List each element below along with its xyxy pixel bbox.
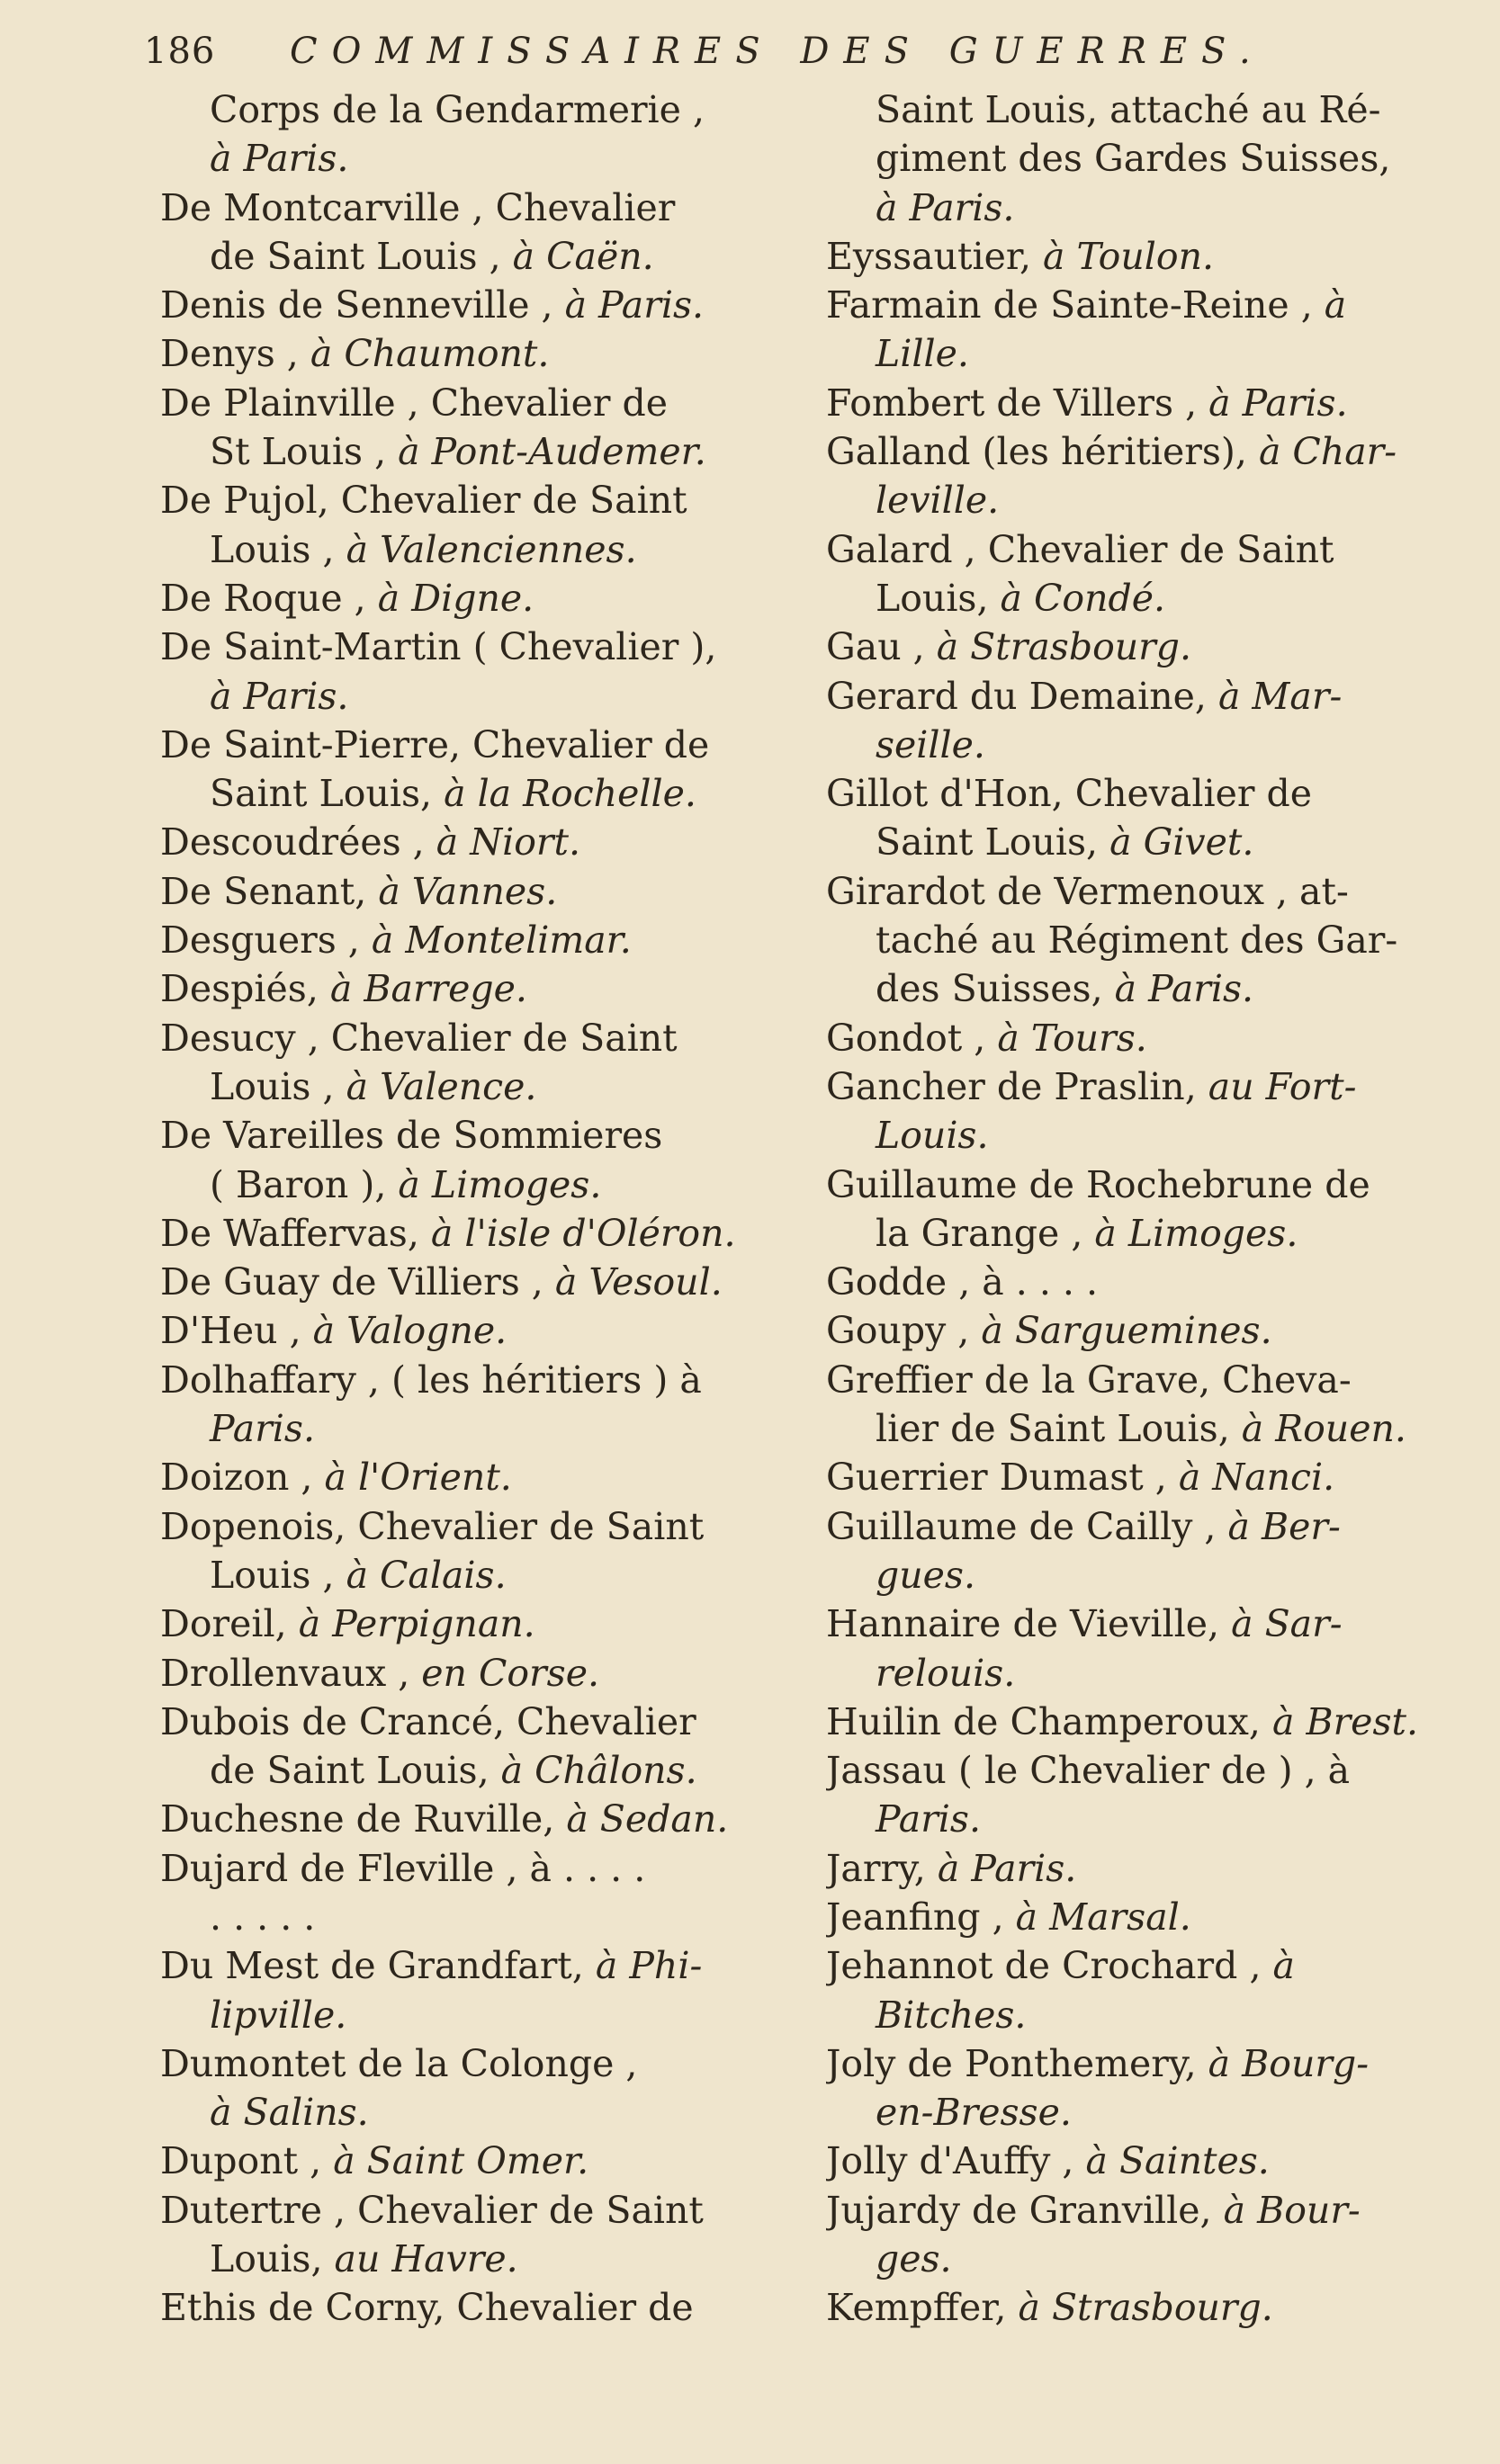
entry-place: à Paris. bbox=[564, 283, 705, 327]
entry-line bbox=[160, 1014, 808, 1062]
entry-line bbox=[160, 867, 808, 916]
entry-place: à Chaumont. bbox=[310, 332, 550, 376]
entry-place: à Bour- bbox=[1223, 2188, 1361, 2232]
entry-line bbox=[160, 2088, 808, 2137]
entry-line bbox=[160, 1160, 808, 1209]
entry-line bbox=[826, 867, 1474, 916]
entry-line bbox=[160, 525, 808, 574]
entry-line bbox=[826, 1258, 1474, 1306]
entry-text: ( Baron ), bbox=[210, 1162, 399, 1206]
entry-text: Doreil, bbox=[160, 1602, 299, 1646]
entry-line bbox=[160, 1698, 808, 1746]
entry-line bbox=[826, 1502, 1474, 1551]
entry-text: Drollenvaux , bbox=[160, 1651, 422, 1695]
running-header bbox=[144, 31, 1359, 85]
entry-line bbox=[826, 1551, 1474, 1599]
entry-line bbox=[826, 1991, 1474, 2039]
entry-place: lipville. bbox=[210, 1993, 347, 2037]
entry-place: à Nanci. bbox=[1178, 1456, 1335, 1500]
entry-line bbox=[160, 1551, 808, 1599]
entry-place: à Perpignan. bbox=[298, 1602, 535, 1646]
entry-text: Gerard du Demaine, bbox=[826, 674, 1218, 718]
entry-text: la Grange , bbox=[876, 1211, 1095, 1255]
entry-place: à Valenciennes. bbox=[346, 527, 637, 571]
entry-line bbox=[826, 623, 1474, 671]
entry-line bbox=[826, 2088, 1474, 2137]
entry-line bbox=[826, 427, 1474, 476]
entry-place: à Vesoul. bbox=[554, 1260, 723, 1304]
entry-text: Jehannot de Crochard , bbox=[826, 1944, 1273, 1988]
entry-place: Bitches. bbox=[876, 1993, 1027, 2037]
entry-place: à Sarguemines. bbox=[981, 1309, 1272, 1353]
entry-text: Guillaume de Cailly , bbox=[826, 1504, 1228, 1548]
entry-text: Saint Louis, bbox=[876, 820, 1110, 865]
entry-text: Saint Louis, bbox=[210, 772, 445, 816]
entry-text: Ethis de Corny, Chevalier de bbox=[160, 2286, 694, 2330]
entry-place: à Strasbourg. bbox=[936, 625, 1192, 669]
entry-line bbox=[160, 1599, 808, 1648]
entry-line bbox=[826, 916, 1474, 964]
entry-place: à bbox=[1324, 283, 1347, 327]
entry-line bbox=[826, 85, 1474, 134]
entry-line bbox=[826, 1209, 1474, 1258]
entry-line bbox=[160, 1453, 808, 1501]
entry-text: Eyssautier, bbox=[826, 234, 1044, 278]
entry-place: ges. bbox=[876, 2237, 952, 2281]
entry-line bbox=[826, 964, 1474, 1013]
entry-text: Greffier de la Grave, Cheva- bbox=[826, 1357, 1352, 1402]
entry-text: De Waffervas, bbox=[160, 1211, 431, 1255]
entry-text: des Suisses, bbox=[876, 967, 1115, 1011]
entry-line bbox=[826, 476, 1474, 524]
entry-text: Descoudrées , bbox=[160, 820, 436, 865]
entry-place: à l'isle d'Oléron. bbox=[430, 1211, 736, 1255]
entry-line bbox=[826, 2235, 1474, 2283]
entry-line bbox=[160, 1111, 808, 1160]
entry-line bbox=[826, 525, 1474, 574]
entry-place: leville. bbox=[876, 479, 1000, 523]
entry-place: à Saintes. bbox=[1085, 2139, 1270, 2183]
entry-text: Louis , bbox=[210, 1064, 346, 1108]
entry-place: à Brest. bbox=[1271, 1699, 1418, 1743]
entry-place: à Paris. bbox=[210, 137, 349, 181]
entry-place: à Caën. bbox=[512, 234, 654, 278]
entry-line bbox=[160, 1795, 808, 1843]
entry-text: Kempffer, bbox=[826, 2286, 1019, 2330]
entry-place: à Phi- bbox=[595, 1944, 703, 1988]
entry-line bbox=[160, 134, 808, 183]
entry-line bbox=[826, 1698, 1474, 1746]
entry-line bbox=[160, 2283, 808, 2332]
entry-line bbox=[160, 2137, 808, 2185]
entry-text: Gondot , bbox=[826, 1016, 998, 1060]
entry-line bbox=[160, 1746, 808, 1795]
entry-line bbox=[160, 232, 808, 281]
entry-line bbox=[826, 184, 1474, 232]
entry-place: Louis. bbox=[876, 1114, 989, 1158]
entry-place: à Paris. bbox=[937, 1846, 1077, 1890]
entry-text: Denys , bbox=[160, 332, 310, 376]
entry-text: De Guay de Villiers , bbox=[160, 1260, 555, 1304]
entry-line bbox=[160, 1649, 808, 1698]
entry-place: à Condé. bbox=[1000, 576, 1166, 620]
entry-place: à Valence. bbox=[346, 1064, 537, 1108]
entry-place: gues. bbox=[876, 1553, 975, 1597]
entry-text: Huilin de Champeroux, bbox=[826, 1699, 1272, 1743]
entry-text: Godde , à . . . . bbox=[826, 1260, 1098, 1304]
entry-line bbox=[160, 1502, 808, 1551]
entry-line bbox=[160, 623, 808, 671]
entry-place: relouis. bbox=[876, 1651, 1016, 1695]
entry-line bbox=[160, 281, 808, 329]
entry-text: Desguers , bbox=[160, 918, 372, 963]
entry-line bbox=[160, 2235, 808, 2283]
entry-place: à Châlons. bbox=[500, 1749, 697, 1793]
entry-place: à Valogne. bbox=[312, 1309, 507, 1353]
entry-line bbox=[826, 1160, 1474, 1209]
entry-place: à Strasbourg. bbox=[1018, 2286, 1273, 2330]
entry-line bbox=[160, 964, 808, 1013]
entry-line bbox=[826, 2137, 1474, 2185]
entry-line bbox=[826, 2283, 1474, 2332]
entry-line bbox=[160, 1404, 808, 1453]
entry-line bbox=[826, 1062, 1474, 1111]
entry-place: à Marsal. bbox=[1015, 1895, 1191, 1939]
entry-text: Fombert de Villers , bbox=[826, 381, 1209, 425]
page-number: 186 bbox=[144, 31, 216, 72]
entry-text: De Roque , bbox=[160, 576, 378, 620]
entry-line bbox=[826, 232, 1474, 281]
entry-place: à Salins. bbox=[210, 2091, 369, 2135]
entry-line bbox=[160, 574, 808, 623]
entry-text: Farmain de Sainte-Reine , bbox=[826, 283, 1325, 327]
entry-text: Dolhaffary , ( les héritiers ) à bbox=[160, 1357, 702, 1402]
entry-line bbox=[160, 721, 808, 769]
entry-text: Louis, bbox=[210, 2237, 335, 2281]
entry-place: à Limoges. bbox=[398, 1162, 602, 1206]
left-column bbox=[160, 85, 808, 2333]
entry-text: Guillaume de Rochebrune de bbox=[826, 1162, 1370, 1206]
entry-text: De Saint-Pierre, Chevalier de bbox=[160, 722, 710, 766]
entry-line bbox=[160, 769, 808, 818]
entry-text: Dupont , bbox=[160, 2139, 334, 2183]
entry-text: Gau , bbox=[826, 625, 937, 669]
entry-place: à Barrege. bbox=[329, 967, 527, 1011]
entry-text: Goupy , bbox=[826, 1309, 982, 1353]
entry-text: Louis , bbox=[210, 527, 346, 571]
entry-place: Paris. bbox=[210, 1407, 315, 1451]
entry-place: à Limoges. bbox=[1094, 1211, 1298, 1255]
entry-line bbox=[826, 672, 1474, 721]
entry-line bbox=[826, 281, 1474, 329]
entry-place: Lille. bbox=[876, 332, 969, 376]
entry-text: Jarry, bbox=[826, 1846, 938, 1890]
entry-line bbox=[826, 1453, 1474, 1501]
entry-place: à Ber- bbox=[1227, 1504, 1341, 1548]
entry-text: De Montcarville , Chevalier bbox=[160, 185, 676, 229]
entry-place: en-Bresse. bbox=[876, 2091, 1072, 2135]
entry-text: Louis , bbox=[210, 1553, 346, 1597]
entry-place: à Toulon. bbox=[1043, 234, 1215, 278]
entry-text: Louis, bbox=[876, 576, 1001, 620]
entry-text: Denis de Senneville , bbox=[160, 283, 565, 327]
entry-place: à Rouen. bbox=[1241, 1407, 1406, 1451]
entry-line bbox=[826, 1893, 1474, 1941]
entry-place: en Corse. bbox=[421, 1651, 599, 1695]
entry-line bbox=[160, 85, 808, 134]
entry-text: Joly de Ponthemery, bbox=[826, 2041, 1208, 2085]
entry-place: à Bourg- bbox=[1208, 2041, 1370, 2085]
entry-text: Dujard de Fleville , à . . . . bbox=[160, 1846, 646, 1890]
entry-text: lier de Saint Louis, bbox=[876, 1407, 1242, 1451]
entry-place: à Givet. bbox=[1109, 820, 1254, 865]
entry-place: à Sar- bbox=[1231, 1602, 1343, 1646]
entry-text: Du Mest de Grandfart, bbox=[160, 1944, 596, 1988]
entry-place: à Montelimar. bbox=[371, 918, 632, 963]
entry-place: à bbox=[1272, 1944, 1295, 1988]
entry-line bbox=[160, 2039, 808, 2088]
entry-place: à Paris. bbox=[210, 674, 349, 718]
entry-text: De Vareilles de Sommieres bbox=[160, 1114, 663, 1158]
entry-text: Jujardy de Granville, bbox=[826, 2188, 1224, 2232]
entry-text: Galard , Chevalier de Saint bbox=[826, 527, 1334, 571]
entry-text: D'Heu , bbox=[160, 1309, 313, 1353]
entry-line bbox=[160, 1941, 808, 1990]
entry-text: Galland (les héritiers), bbox=[826, 430, 1259, 474]
entry-text: De Plainville , Chevalier de bbox=[160, 381, 668, 425]
entry-place: au Havre. bbox=[334, 2237, 518, 2281]
entry-place: seille. bbox=[876, 722, 985, 766]
entry-line bbox=[826, 1111, 1474, 1160]
entry-text: Dumontet de la Colonge , bbox=[160, 2041, 638, 2085]
entry-text: Duchesne de Ruville, bbox=[160, 1797, 567, 1841]
entry-line bbox=[160, 1209, 808, 1258]
entry-text: De Saint-Martin ( Chevalier ), bbox=[160, 625, 717, 669]
entry-line bbox=[160, 672, 808, 721]
entry-place: à Saint Omer. bbox=[333, 2139, 589, 2183]
entry-line bbox=[160, 1062, 808, 1111]
entry-text: De Senant, bbox=[160, 869, 379, 913]
entry-line bbox=[826, 1746, 1474, 1795]
entry-line bbox=[160, 476, 808, 524]
entry-line bbox=[160, 1258, 808, 1306]
entry-text: De Pujol, Chevalier de Saint bbox=[160, 479, 687, 523]
entry-place: à Paris. bbox=[876, 185, 1015, 229]
entry-line bbox=[826, 1306, 1474, 1355]
entry-place: à la Rochelle. bbox=[444, 772, 696, 816]
entry-place: à Digne. bbox=[377, 576, 534, 620]
entry-text: Doizon , bbox=[160, 1456, 325, 1500]
entry-line bbox=[160, 1893, 808, 1941]
right-column bbox=[826, 85, 1474, 2333]
entry-text: Guerrier Dumast , bbox=[826, 1456, 1179, 1500]
entry-line bbox=[160, 1844, 808, 1893]
entry-text: Saint Louis, attaché au Ré- bbox=[876, 88, 1381, 131]
entry-line bbox=[826, 1599, 1474, 1648]
entry-place: à Mar- bbox=[1217, 674, 1343, 718]
entry-place: à l'Orient. bbox=[324, 1456, 512, 1500]
entry-line bbox=[160, 1991, 808, 2039]
entry-text: Jolly d'Auffy , bbox=[826, 2139, 1086, 2183]
entry-text: St Louis , bbox=[210, 430, 399, 474]
entry-line bbox=[826, 1649, 1474, 1698]
entry-place: à Calais. bbox=[346, 1553, 507, 1597]
entry-line bbox=[160, 1356, 808, 1404]
entry-text: Corps de la Gendarmerie , bbox=[210, 88, 705, 131]
entry-text: Dopenois, Chevalier de Saint bbox=[160, 1504, 705, 1548]
entry-line bbox=[160, 379, 808, 427]
entry-line bbox=[826, 379, 1474, 427]
entry-text: Despiés, bbox=[160, 967, 330, 1011]
entry-text: de Saint Louis, bbox=[210, 1749, 501, 1793]
entry-place: à Niort. bbox=[436, 820, 581, 865]
entry-line bbox=[826, 1795, 1474, 1843]
entry-line bbox=[826, 721, 1474, 769]
entry-line bbox=[826, 1356, 1474, 1404]
entry-place: à Paris. bbox=[1114, 967, 1254, 1011]
entry-line bbox=[160, 2186, 808, 2235]
entry-line bbox=[160, 184, 808, 232]
entry-place: au Fort- bbox=[1208, 1064, 1357, 1108]
entry-text: Dubois de Crancé, Chevalier bbox=[160, 1699, 696, 1743]
entry-line bbox=[826, 818, 1474, 866]
entry-line bbox=[826, 1014, 1474, 1062]
entry-text: de Saint Louis , bbox=[210, 234, 513, 278]
entry-place: à Vannes. bbox=[378, 869, 558, 913]
entry-text: Desucy , Chevalier de Saint bbox=[160, 1016, 678, 1060]
running-title: COMMISSAIRES DES GUERRES. bbox=[290, 31, 1265, 72]
entry-line bbox=[160, 329, 808, 378]
entry-line bbox=[826, 1844, 1474, 1893]
entry-line bbox=[826, 2186, 1474, 2235]
entry-line bbox=[826, 329, 1474, 378]
entry-text: Dutertre , Chevalier de Saint bbox=[160, 2188, 704, 2232]
entry-text: Jeanfing , bbox=[826, 1895, 1016, 1939]
entry-line bbox=[160, 916, 808, 964]
entry-text: taché au Régiment des Gar- bbox=[876, 918, 1398, 963]
entry-text: . . . . . bbox=[210, 1895, 316, 1939]
entry-line bbox=[826, 574, 1474, 623]
entry-line bbox=[160, 427, 808, 476]
entry-text: Girardot de Vermenoux , at- bbox=[826, 869, 1349, 913]
entry-line bbox=[160, 818, 808, 866]
entry-line bbox=[160, 1306, 808, 1355]
entry-line bbox=[826, 769, 1474, 818]
entry-text: Gancher de Praslin, bbox=[826, 1064, 1208, 1108]
entry-text: Jassau ( le Chevalier de ) , à bbox=[826, 1749, 1351, 1793]
entry-place: Paris. bbox=[876, 1797, 981, 1841]
entry-text: Hannaire de Vieville, bbox=[826, 1602, 1232, 1646]
entry-place: à Tours. bbox=[997, 1016, 1147, 1060]
entry-text: Gillot d'Hon, Chevalier de bbox=[826, 772, 1312, 816]
entry-line bbox=[826, 1404, 1474, 1453]
entry-place: à Sedan. bbox=[566, 1797, 729, 1841]
entry-line bbox=[826, 134, 1474, 183]
entry-place: à Paris. bbox=[1208, 381, 1348, 425]
entry-place: à Pont-Audemer. bbox=[398, 430, 706, 474]
entry-place: à Char- bbox=[1258, 430, 1397, 474]
entry-line bbox=[826, 1941, 1474, 1990]
entry-text: giment des Gardes Suisses, bbox=[876, 137, 1391, 181]
entry-line bbox=[826, 2039, 1474, 2088]
